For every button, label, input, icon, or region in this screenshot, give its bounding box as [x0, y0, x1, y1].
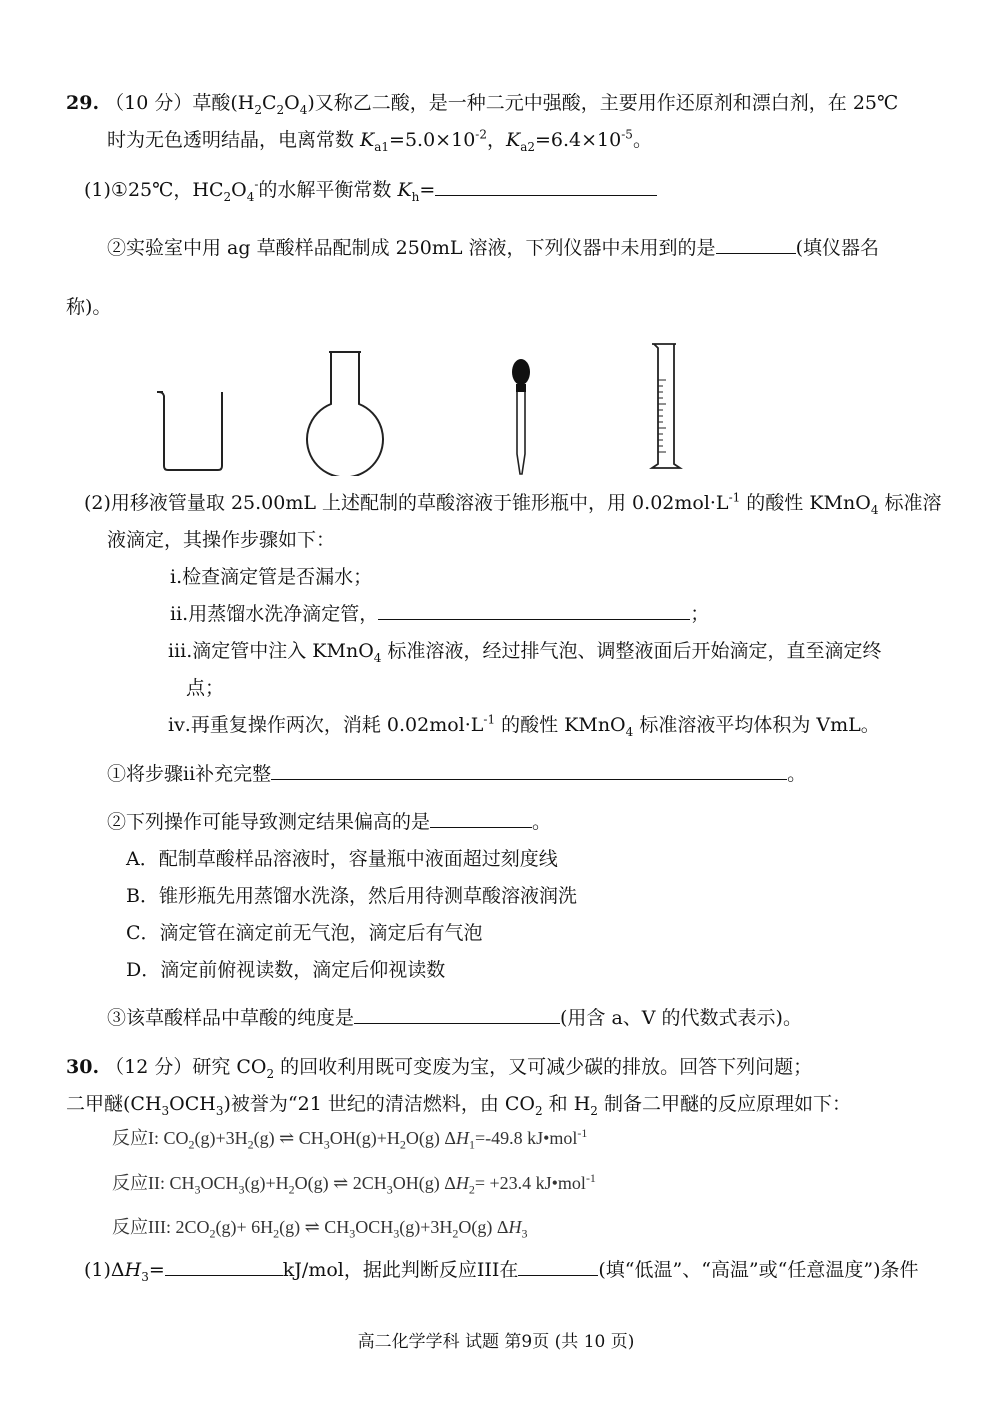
q29-line1: 29. （10 分）草酸$(H_2C_2O_4)$又称乙二酸，是一种二元中强酸，主要用作还原剂和漂白剂，在 25℃ [66, 92, 899, 117]
option-b: B．锥形瓶先用蒸馏水洗涤，然后用待测草酸溶液润洗 [126, 885, 577, 907]
q29-sub1: ①将步骤ⅱ补充完整 。 [107, 763, 807, 785]
option-d: D．滴定前俯视读数，滴定后仰视读数 [126, 959, 446, 981]
q29-sub2: ②下列操作可能导致测定结果偏高的是 。 [107, 811, 552, 833]
volumetric-flask-icon [302, 348, 388, 476]
reaction-1: 反应I: $CO_2(g)+3H_2(g)$ ⇌ $CH_3OH(g)+H_2O(g)$ $\Delta H_1=-49.8$ kJ•mol$^{-1}$ [112, 1126, 588, 1152]
dropper-icon [505, 356, 537, 478]
q29-part2-cont: 液滴定，其操作步骤如下： [107, 529, 336, 551]
step-1: ⅰ.检查滴定管是否漏水； [170, 566, 373, 588]
step-2: ⅱ.用蒸馏水洗净滴定管， ； [170, 603, 710, 625]
step-4: ⅳ.再重复操作两次，消耗 $0.02mol\cdot L^{-1}$ 的酸性 KMnO$_4$ 标准溶液平均体积为 VmL。 [168, 712, 880, 739]
answer-blank-step2[interactable] [378, 601, 690, 620]
q29-part1-2-cont: 称)。 [66, 296, 112, 318]
step-3: ⅲ.滴定管中注入 KMnO$_4$ 标准溶液，经过排气泡、调整液面后开始滴定，直至滴定终 [168, 640, 882, 665]
answer-blank-kh[interactable] [435, 177, 657, 196]
reaction-3: 反应III: $2CO_2(g)+ 6H_2(g)$ ⇌ $CH_3OCH_3(g)+3H_2O(g)$ $\Delta H_3$ [112, 1217, 528, 1241]
answer-blank-dh3[interactable] [165, 1257, 283, 1276]
graduated-cylinder-icon [646, 340, 686, 474]
q30-part1: $(1)\Delta H_3= kJ/mol$，据此判断反应III在 (填“低温”、“高温”或“任意温度”)条件 [84, 1259, 919, 1284]
answer-blank-instrument[interactable] [716, 235, 796, 254]
answer-blank-temperature[interactable] [518, 1257, 598, 1276]
q29-line2: 时为无色透明结晶，电离常数 $K_{a1}=5.0\times 10^{-2}$，$K_{a2}=6.4\times 10^{-5}$。 [107, 127, 652, 154]
q30-line2: 二甲醚$(CH_3OCH_3)$被誉为“21 世纪的清洁燃料，由 $CO_2$ 和 $H_2$ 制备二甲醚的反应原理如下： [66, 1093, 851, 1118]
option-a: A．配制草酸样品溶液时，容量瓶中液面超过刻度线 [126, 848, 558, 870]
answer-blank-high[interactable] [430, 809, 532, 828]
answer-blank-purity[interactable] [354, 1005, 560, 1024]
q30-line1: 30. （12 分）研究 $CO_2$ 的回收利用既可变废为宝，又可减少碳的排放。回答下列问题； [66, 1056, 813, 1081]
q29-part1-1: (1)①25℃，$HC_2O_4^-$的水解平衡常数 $K_h=$ [84, 177, 657, 203]
step-3-cont: 点； [186, 677, 225, 699]
answer-blank-complete-step[interactable] [271, 761, 787, 780]
q29-sub3: ③该草酸样品中草酸的纯度是 (用含 a、V 的代数式表示)。 [107, 1007, 802, 1029]
reaction-2: 反应II: $CH_3OCH_3(g)+H_2O(g)$ ⇌ $2CH_3OH(g)$ $\Delta H_2= +23.4$ kJ•mol$^{-1}$ [112, 1171, 596, 1197]
q29-part1-2: ②实验室中用 ag 草酸样品配制成 250mL 溶液，下列仪器中未用到的是 (填仪器名 [107, 237, 879, 259]
page-footer: 高二化学学科 试题 第9页 (共 10 页) [357, 1332, 635, 1352]
q29-part2: (2)用移液管量取 25.00mL 上述配制的草酸溶液于锥形瓶中，用 $0.02mol\cdot L^{-1}$ 的酸性 KMnO$_4$ 标准溶 [84, 490, 942, 517]
option-c: C．滴定管在滴定前无气泡，滴定后有气泡 [126, 922, 483, 944]
beaker-icon [155, 388, 231, 474]
